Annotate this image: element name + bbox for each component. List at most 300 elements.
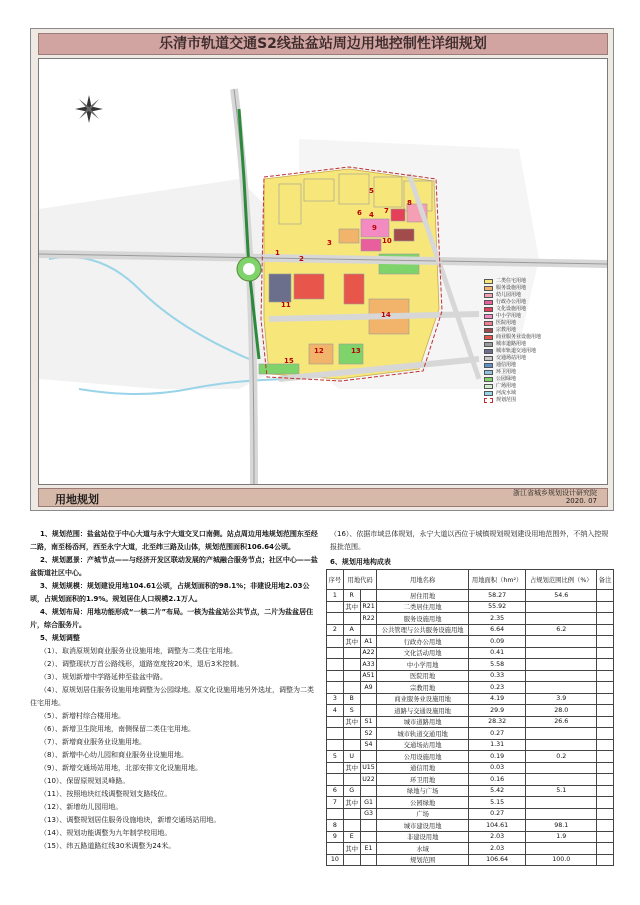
- cell-seq: [327, 843, 344, 855]
- plan-label: 15: [284, 357, 294, 365]
- cell-name: 绿地与广场: [377, 785, 468, 797]
- cell-subcode: [360, 820, 377, 832]
- cell-subcode: S1: [360, 716, 377, 728]
- cell-seq: 7: [327, 797, 344, 809]
- cell-note: [597, 705, 614, 717]
- cell-name: 城市道路用地: [377, 716, 468, 728]
- cell-seq: 3: [327, 693, 344, 705]
- table-row: [327, 751, 614, 763]
- cell-ratio: [526, 601, 597, 613]
- cell-seq: 8: [327, 820, 344, 832]
- text-paragraph: （10）、保留原规划灵峰路。: [40, 777, 130, 785]
- legend-swatch: [484, 363, 493, 368]
- cell-note: [597, 624, 614, 636]
- cell-seq: [327, 728, 344, 740]
- plan-label: 8: [407, 199, 412, 207]
- cell-subcode: S2: [360, 728, 377, 740]
- text-paragraph: （14）、规划功能调整为九年制学校用地。: [40, 829, 172, 837]
- legend-item: [484, 348, 566, 355]
- legend-item: [484, 278, 566, 285]
- cell-name: 中小学用地: [377, 659, 468, 671]
- legend-item: [484, 355, 566, 362]
- cell-area: 2.03: [468, 831, 526, 843]
- text-paragraph: 2、规划愿景：产城节点——与经济开发区联动发展的产城融合服务节点；社区中心——盐盆街道社区中心。: [30, 556, 318, 577]
- legend-label: 环卫用地: [496, 369, 517, 375]
- cell-name: 文化活动用地: [377, 647, 468, 659]
- legend-item: [484, 390, 566, 397]
- cell-subcode: [360, 831, 377, 843]
- legend-label: 文化设施用地: [496, 306, 527, 312]
- plan-label: 9: [372, 224, 377, 232]
- cell-ratio: [526, 613, 597, 625]
- cell-subcode: R21: [360, 601, 377, 613]
- cell-subcode: S4: [360, 739, 377, 751]
- cell-subcode: A33: [360, 659, 377, 671]
- cell-subcode: A51: [360, 670, 377, 682]
- legend-label: 通信用地: [496, 362, 517, 368]
- cell-note: [597, 590, 614, 602]
- cell-code: A: [343, 624, 360, 636]
- cell-code: [343, 854, 360, 866]
- cell-area: 0.41: [468, 647, 526, 659]
- cell-name: 城市建设用地: [377, 820, 468, 832]
- cell-ratio: [526, 808, 597, 820]
- cell-code: 其中: [343, 716, 360, 728]
- cell-note: [597, 647, 614, 659]
- cell-ratio: 5.1: [526, 785, 597, 797]
- cell-subcode: [360, 705, 377, 717]
- table-row: [327, 682, 614, 694]
- legend-item: [484, 320, 566, 327]
- cell-name: 商业服务业设施用地: [377, 693, 468, 705]
- plan-label: 4: [369, 211, 374, 219]
- cell-subcode: [360, 624, 377, 636]
- text-paragraph: 3、规划规模：规划建设用地104.61公顷，占规划面积的98.1%；非建设用地2.03公顷，占规划面积的1.9%。规划居住人口规模2.1万人。: [30, 582, 310, 603]
- cell-name: 公园绿地: [377, 797, 468, 809]
- plan-label: 1: [275, 249, 280, 257]
- cell-note: [597, 670, 614, 682]
- cell-name: 水域: [377, 843, 468, 855]
- cell-seq: [327, 762, 344, 774]
- note-16: （16）、依据市域总体规划，永宁大道以西位于城镇规划规划建设用地范围外，不纳入控规报批范围。: [330, 530, 609, 551]
- header-seq: 序号: [327, 570, 344, 590]
- cell-name: 公共管理与公共服务设施用地: [377, 624, 468, 636]
- cell-code: [343, 670, 360, 682]
- text-paragraph: （12）、新增幼儿园用地。: [40, 803, 123, 811]
- legend-swatch: [484, 391, 493, 396]
- cell-code: 其中: [343, 797, 360, 809]
- cell-ratio: 1.9: [526, 831, 597, 843]
- legend-label: 幼儿园用地: [496, 292, 522, 298]
- land-use-table: [326, 569, 614, 866]
- table-row: [327, 659, 614, 671]
- table-row: [327, 624, 614, 636]
- cell-seq: 2: [327, 624, 344, 636]
- text-paragraph: （5）、新增村综合楼用地。: [40, 712, 125, 720]
- cell-code: 其中: [343, 762, 360, 774]
- plan-label: 12: [314, 347, 324, 355]
- cell-ratio: 54.6: [526, 590, 597, 602]
- cell-subcode: A9: [360, 682, 377, 694]
- cell-ratio: [526, 647, 597, 659]
- cell-name: 服务设施用地: [377, 613, 468, 625]
- cell-name: 环卫用地: [377, 774, 468, 786]
- page-title: 乐清市轨道交通S2线盐盆站周边用地控制性详细规划: [38, 33, 608, 55]
- legend-label: 广场用地: [496, 383, 517, 389]
- plan-label: 2: [299, 255, 304, 263]
- cell-code: [343, 774, 360, 786]
- text-paragraph: （4）、原规划居住服务设施用地调整为公园绿地。原文化设施用地另外选址，调整为二类住宅用地。: [30, 686, 314, 707]
- cell-ratio: 0.2: [526, 751, 597, 763]
- legend-swatch: [484, 279, 493, 284]
- header-name: 用地名称: [377, 570, 468, 590]
- text-paragraph: （7）、新增商业服务业设施用地。: [40, 738, 146, 746]
- cell-note: [597, 843, 614, 855]
- land-use-map: [38, 58, 608, 485]
- table-row: [327, 808, 614, 820]
- cell-seq: 6: [327, 785, 344, 797]
- cell-code: G: [343, 785, 360, 797]
- institute-name: 浙江省城乡规划设计研究院: [513, 489, 597, 497]
- table-row: [327, 762, 614, 774]
- cell-note: [597, 659, 614, 671]
- legend-item: [484, 334, 566, 341]
- cell-code: E: [343, 831, 360, 843]
- legend-swatch: [484, 293, 493, 298]
- cell-code: U: [343, 751, 360, 763]
- legend-label: 中小学用地: [496, 313, 522, 319]
- text-paragraph: （3）、规划新增中学路延伸至盐盆中路。: [40, 673, 167, 681]
- cell-subcode: R22: [360, 613, 377, 625]
- cell-area: 5.15: [468, 797, 526, 809]
- legend-item: [484, 341, 566, 348]
- plan-label: 14: [381, 311, 391, 319]
- footer-left: 用地规划: [55, 493, 99, 506]
- text-paragraph: 4、规划布局：用地功能形成“一核二片”布局。一核为盐盆站公共节点，二片为盐盆居住片，综合服务片。: [30, 608, 314, 629]
- table-row: [327, 636, 614, 648]
- cell-ratio: [526, 659, 597, 671]
- cell-area: 0.09: [468, 636, 526, 648]
- cell-name: 居住用地: [377, 590, 468, 602]
- cell-ratio: [526, 636, 597, 648]
- cell-name: 交通场站用地: [377, 739, 468, 751]
- table-row: [327, 728, 614, 740]
- cell-seq: [327, 716, 344, 728]
- legend-label: 河流水域: [496, 390, 517, 396]
- plan-label: 10: [382, 237, 392, 245]
- legend-swatch: [484, 356, 493, 361]
- plan-label: 11: [281, 301, 291, 309]
- cell-code: S: [343, 705, 360, 717]
- cell-subcode: [360, 785, 377, 797]
- cell-name: 非建设用地: [377, 831, 468, 843]
- cell-seq: 10: [327, 854, 344, 866]
- cell-area: 0.16: [468, 774, 526, 786]
- map-legend: [484, 278, 566, 404]
- cell-code: B: [343, 693, 360, 705]
- cell-subcode: G1: [360, 797, 377, 809]
- cell-seq: [327, 670, 344, 682]
- cell-subcode: U15: [360, 762, 377, 774]
- cell-code: [343, 613, 360, 625]
- cell-area: 104.61: [468, 820, 526, 832]
- legend-label: 城市道路用地: [496, 341, 527, 347]
- cell-note: [597, 636, 614, 648]
- footer-right: [513, 489, 597, 505]
- cell-area: 1.31: [468, 739, 526, 751]
- cell-area: 0.33: [468, 670, 526, 682]
- cell-seq: 1: [327, 590, 344, 602]
- text-paragraph: 5、规划调整: [40, 634, 80, 642]
- text-paragraph: （13）、调整规划居住服务设施地块，新增交通场站用地。: [40, 816, 221, 824]
- cell-area: 5.42: [468, 785, 526, 797]
- cell-subcode: G3: [360, 808, 377, 820]
- legend-item: [484, 299, 566, 306]
- legend-label: 服务设施用地: [496, 285, 527, 291]
- cell-area: 5.58: [468, 659, 526, 671]
- cell-code: [343, 820, 360, 832]
- legend-swatch: [484, 384, 493, 389]
- cell-code: [343, 739, 360, 751]
- planning-area: [259, 169, 439, 379]
- text-paragraph: （11）、按照地块红线调整规划支路线位。: [40, 790, 172, 798]
- cell-seq: [327, 636, 344, 648]
- cell-note: [597, 820, 614, 832]
- plan-date: 2020. 07: [565, 497, 597, 505]
- cell-note: [597, 751, 614, 763]
- legend-label: 医院用地: [496, 320, 517, 326]
- cell-ratio: [526, 762, 597, 774]
- cell-subcode: A22: [360, 647, 377, 659]
- cell-subcode: U22: [360, 774, 377, 786]
- cell-area: 4.19: [468, 693, 526, 705]
- cell-name: 通信用地: [377, 762, 468, 774]
- plan-label: 13: [351, 347, 361, 355]
- text-paragraph: 1、规划范围：盐盆站位于中心大道与永宁大道交叉口南侧。站点周边用地规划范围东至经二路，南至杨岙河，西至永宁大道，北至纬三路及山体，规划范围面积106.64公顷。: [30, 530, 318, 551]
- table-row: [327, 739, 614, 751]
- plan-label: 5: [369, 187, 374, 195]
- table-row: [327, 613, 614, 625]
- cell-name: 道路与交通设施用地: [377, 705, 468, 717]
- cell-name: 二类居住用地: [377, 601, 468, 613]
- table-row: [327, 854, 614, 866]
- cell-area: 0.19: [468, 751, 526, 763]
- cell-seq: [327, 739, 344, 751]
- footer-bar: [38, 488, 608, 507]
- cell-subcode: E1: [360, 843, 377, 855]
- table-row: [327, 820, 614, 832]
- cell-name: 行政办公用地: [377, 636, 468, 648]
- header-code: 用地代码: [343, 570, 377, 590]
- cell-area: 106.64: [468, 854, 526, 866]
- cell-note: [597, 797, 614, 809]
- cell-note: [597, 682, 614, 694]
- legend-label: 二类住宅用地: [496, 278, 527, 284]
- legend-swatch: [484, 300, 493, 305]
- cell-area: 28.32: [468, 716, 526, 728]
- legend-label: 行政办公用地: [496, 299, 527, 305]
- cell-area: 0.23: [468, 682, 526, 694]
- cell-subcode: [360, 854, 377, 866]
- legend-swatch: [484, 307, 493, 312]
- text-paragraph: （2）、调整现状万首公路线形，道路宽度按20米，退后3米控制。: [40, 660, 244, 668]
- cell-name: 医院用地: [377, 670, 468, 682]
- text-paragraph: （8）、新增中心幼儿园和商业服务业设施用地。: [40, 751, 188, 759]
- cell-seq: [327, 774, 344, 786]
- cell-note: [597, 728, 614, 740]
- legend-label: 公园绿地: [496, 376, 517, 382]
- cell-note: [597, 831, 614, 843]
- table-row: [327, 831, 614, 843]
- cell-seq: 9: [327, 831, 344, 843]
- cell-note: [597, 716, 614, 728]
- table-row: [327, 797, 614, 809]
- legend-swatch: [484, 370, 493, 375]
- north-arrow-icon: [75, 95, 103, 123]
- cell-note: [597, 774, 614, 786]
- cell-ratio: 100.0: [526, 854, 597, 866]
- cell-area: 2.35: [468, 613, 526, 625]
- cell-area: 55.92: [468, 601, 526, 613]
- legend-item: [484, 376, 566, 383]
- legend-swatch: [484, 321, 493, 326]
- cell-area: 0.27: [468, 728, 526, 740]
- cell-ratio: 98.1: [526, 820, 597, 832]
- header-area: 用地面积（hm²）: [468, 570, 526, 590]
- text-paragraph: （9）、新增交通场站用地，北部安排文化设施用地。: [40, 764, 202, 772]
- cell-code: 其中: [343, 601, 360, 613]
- legend-swatch: [484, 342, 493, 347]
- table-row: [327, 590, 614, 602]
- table-row: [327, 843, 614, 855]
- cell-code: R: [343, 590, 360, 602]
- legend-item: [484, 313, 566, 320]
- text-paragraph: （6）、新增卫生院用地，南侧保留二类住宅用地。: [40, 725, 195, 733]
- cell-area: 58.27: [468, 590, 526, 602]
- land-use-map-svg: [39, 59, 608, 485]
- cell-note: [597, 762, 614, 774]
- legend-item: [484, 369, 566, 376]
- cell-note: [597, 854, 614, 866]
- cell-seq: 5: [327, 751, 344, 763]
- legend-swatch: [484, 377, 493, 382]
- planning-note: [330, 528, 614, 569]
- cell-area: 0.03: [468, 762, 526, 774]
- legend-swatch: [484, 335, 493, 340]
- legend-swatch: [484, 314, 493, 319]
- cell-name: 城市轨道交通用地: [377, 728, 468, 740]
- cell-code: [343, 808, 360, 820]
- cell-ratio: 26.6: [526, 716, 597, 728]
- plan-label: 6: [357, 209, 362, 217]
- cell-ratio: 28.0: [526, 705, 597, 717]
- cell-note: [597, 739, 614, 751]
- legend-item: [484, 383, 566, 390]
- cell-name: 广场: [377, 808, 468, 820]
- cell-subcode: A1: [360, 636, 377, 648]
- cell-area: 6.64: [468, 624, 526, 636]
- table-title: 6、规划用地构成表: [330, 558, 391, 566]
- text-paragraph: （15）、纬五路道路红线30米调整为24米。: [40, 842, 176, 850]
- text-paragraph: （1）、取消原规划商业服务业设施用地，调整为二类住宅用地。: [40, 647, 237, 655]
- legend-label: 规划范围: [496, 397, 517, 403]
- cell-ratio: [526, 728, 597, 740]
- plan-label: 7: [384, 207, 389, 215]
- cell-ratio: [526, 670, 597, 682]
- cell-code: 其中: [343, 636, 360, 648]
- cell-name: 公用设施用地: [377, 751, 468, 763]
- cell-seq: [327, 808, 344, 820]
- cell-subcode: [360, 693, 377, 705]
- cell-code: 其中: [343, 843, 360, 855]
- cell-area: 29.9: [468, 705, 526, 717]
- cell-ratio: [526, 797, 597, 809]
- cell-area: 0.27: [468, 808, 526, 820]
- legend-label: 城市轨道交通用地: [496, 348, 537, 354]
- cell-ratio: [526, 774, 597, 786]
- legend-item: [484, 306, 566, 313]
- cell-seq: [327, 682, 344, 694]
- cell-code: [343, 647, 360, 659]
- legend-swatch: [484, 349, 493, 354]
- planning-text: [30, 528, 320, 853]
- plan-label: 3: [327, 239, 332, 247]
- cell-seq: 4: [327, 705, 344, 717]
- cell-seq: [327, 647, 344, 659]
- cell-seq: [327, 601, 344, 613]
- cell-ratio: 6.2: [526, 624, 597, 636]
- table-row: [327, 774, 614, 786]
- cell-name: 宗教用地: [377, 682, 468, 694]
- cell-note: [597, 785, 614, 797]
- table-row: [327, 705, 614, 717]
- legend-item: [484, 397, 566, 404]
- table-row: [327, 670, 614, 682]
- table-row: [327, 601, 614, 613]
- cell-ratio: [526, 843, 597, 855]
- cell-name: 规划范围: [377, 854, 468, 866]
- cell-ratio: 3.9: [526, 693, 597, 705]
- cell-subcode: [360, 751, 377, 763]
- table-header-row: [327, 570, 614, 590]
- cell-area: 2.03: [468, 843, 526, 855]
- table-row: [327, 647, 614, 659]
- legend-swatch: [484, 328, 493, 333]
- cell-note: [597, 601, 614, 613]
- legend-label: 交通场站用地: [496, 355, 527, 361]
- cell-note: [597, 693, 614, 705]
- cell-code: [343, 659, 360, 671]
- legend-label: 商业服务业设施用地: [496, 334, 542, 340]
- table-row: [327, 785, 614, 797]
- header-note: 备注: [597, 570, 614, 590]
- cell-note: [597, 808, 614, 820]
- cell-code: [343, 682, 360, 694]
- cell-code: [343, 728, 360, 740]
- cell-ratio: [526, 739, 597, 751]
- legend-item: [484, 362, 566, 369]
- legend-swatch: [484, 398, 493, 403]
- cell-seq: [327, 659, 344, 671]
- legend-swatch: [484, 286, 493, 291]
- table-row: [327, 716, 614, 728]
- table-row: [327, 693, 614, 705]
- cell-note: [597, 613, 614, 625]
- cell-seq: [327, 613, 344, 625]
- cell-ratio: [526, 682, 597, 694]
- legend-label: 宗教用地: [496, 327, 517, 333]
- header-ratio: 占规划范围比例（%）: [526, 570, 597, 590]
